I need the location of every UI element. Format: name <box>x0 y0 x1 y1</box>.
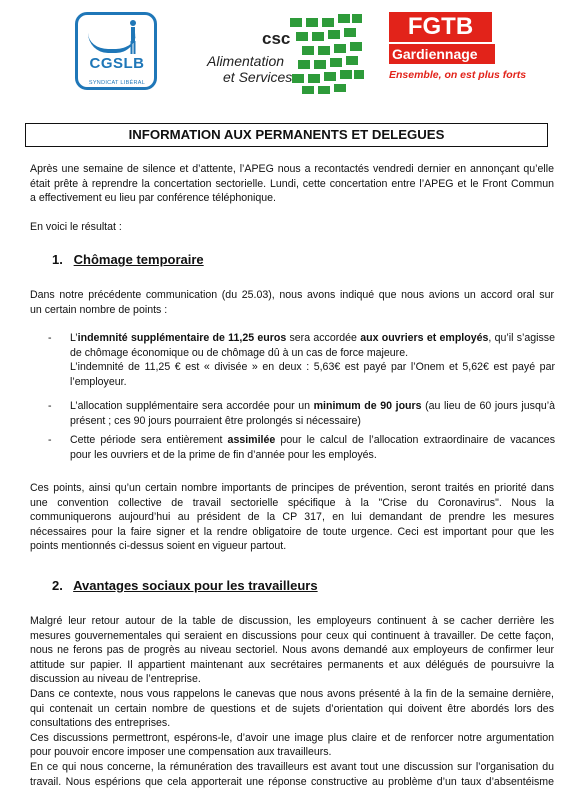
bullet-2-line2: présent ; ces 90 jours pourraient être prolongés si nécessaire) <box>70 414 361 427</box>
bullet-3-line1 <box>70 433 555 448</box>
bullet-3-line2: pour les ouvriers et de la prime de fin d’année pour les employés. <box>70 448 377 461</box>
s1-p2-line2: une convention collective de travail sectorielle spécifique à la "Crise du Coronavirus". Nous la <box>30 496 554 509</box>
header-logos <box>0 8 571 100</box>
s1-p1-line1: Dans notre précédente communication (du 25.03), nous avons indiqué que nous avions un accord oral sur <box>30 289 554 301</box>
bullet-1-line1 <box>70 331 555 346</box>
fgtb-division: Gardiennage <box>389 44 495 64</box>
text-run: Cette période sera entièrement <box>70 434 228 446</box>
csc-green-blocks-icon <box>288 12 368 96</box>
text-run: , qu’il s’agisse <box>488 332 555 344</box>
csc-line2: et Services <box>223 69 293 85</box>
s2-line-4: attitude sur papier. Il appartient maintenant aux secrétaires permanents et aux délégués de poursuivre la <box>30 658 554 671</box>
cgslb-name: CGSLB <box>89 55 145 72</box>
s2-line-3: nous ne ferons pas de progrès au niveau sectoriel. Nous avons demandé aux employeurs de confirmer leur <box>30 644 554 657</box>
s2-line-6: Dans ce contexte, nous vous rappelons le canevas que nous avons présenté à la fin de la semaine dernière, <box>30 688 554 700</box>
section-1-heading <box>52 252 204 268</box>
bullet-2-line1 <box>70 399 555 414</box>
bullet-mark: - <box>48 434 52 446</box>
intro-line-3: a effectivement eu lieu par conférence téléphonique. <box>30 192 276 205</box>
s1-p1-line2: un certain nombre de points : <box>30 303 168 316</box>
s1-p2-line4: nécessaires pour la faire signer et la rendre obligatoire de toute urgence. Ceci est important pour que les <box>30 525 554 538</box>
text-run: (au lieu de 60 jours jusqu’à <box>421 400 555 412</box>
text-run: sera accordée <box>286 332 361 344</box>
bullet-1-line4: l’employeur. <box>70 375 127 388</box>
s1-p2-line1: Ces points, ainsi qu’un certain nombre importants de principes de prévention, seront traités en priorité dans <box>30 482 554 494</box>
intro-result: En voici le résultat : <box>30 221 122 233</box>
s2-line-5: discussion au niveau de l’entreprise. <box>30 673 201 686</box>
bold-run: minimum de 90 jours <box>313 400 422 412</box>
cgslb-subtitle: SYNDICAT LIBÉRAL <box>88 80 146 86</box>
csc-name: csc <box>262 29 291 48</box>
bullet-mark: - <box>48 400 52 412</box>
section-2-title: Avantages sociaux pour les travailleurs <box>73 578 318 593</box>
section-2-heading <box>52 578 318 594</box>
section-1-number: 1. <box>52 252 63 267</box>
s2-line-1: Malgré leur retour autour de la table de discussion, les employeurs continuent à se cacher derrière les <box>30 615 554 627</box>
bold-run: indemnité supplémentaire de 11,25 euros <box>77 332 287 344</box>
s2-line-10: pour pouvoir encore imposer une compensation aux travailleurs. <box>30 746 332 759</box>
bold-run: aux ouvriers et employés <box>360 332 489 344</box>
bullet-1-line2: de chômage économique ou de chômage dû à un cas de force majeure. <box>70 346 409 359</box>
s2-line-2: mesures gouvernementales qui seraient en discussions pour ceux qui continuent à travailler. De cette façon, <box>30 629 554 642</box>
document-title: INFORMATION AUX PERMANENTS ET DELEGUES <box>25 123 548 147</box>
s2-line-7: qui contenait un certain nombre de questions et de sujets d’orientation qui doivent être abordés lors des <box>30 702 554 715</box>
s2-line-9: Ces discussions permettront, espérons-le, d’avoir une image plus claire et de renforcer notre argumentation <box>30 731 554 744</box>
s2-line-11: En ce qui nous concerne, la rémunération des travailleurs est avant tout une discussion sur l’organisation du <box>30 761 554 773</box>
section-2-number: 2. <box>52 578 63 593</box>
text-run: pour le calcul de l’allocation extraordinaire de vacances <box>275 434 555 446</box>
csc-logo <box>205 12 365 96</box>
intro-line-1: Après une semaine de silence et d’attente, l’APEG nous a recontactés vendredi dernier en annonçant qu’elle <box>30 163 554 175</box>
intro-line-2: était prête à reprendre la concertation sectorielle. Lundi, cette concertation entre l’APEG et le Front Commun <box>30 177 554 190</box>
fgtb-logo <box>389 12 549 92</box>
s2-line-12: travail. Nous espérions que cela apporterait une réponse constructive au problème d’un taux d’absentéisme <box>30 775 554 788</box>
fgtb-slogan: Ensemble, on est plus forts <box>389 69 527 81</box>
s2-line-8: consultations des entreprises. <box>30 717 171 730</box>
bullet-1-line3: L’indemnité de 11,25 € est « divisée » en deux : 5,63€ est payé par l’Onem et 5,62€ est payé par <box>70 361 555 374</box>
s1-p2-line5: points mentionnés ci-dessus soient en vigueur partout. <box>30 540 287 553</box>
text-run: L’allocation supplémentaire sera accordée pour un <box>70 400 314 412</box>
cgslb-logo <box>75 12 157 90</box>
s1-p2-line3: communiquerons aujourd’hui au président de la CP 317, en lui demandant de prendre les mesures <box>30 511 554 524</box>
csc-line1: Alimentation <box>207 53 285 69</box>
fgtb-name: FGTB <box>389 12 492 42</box>
bullet-mark: - <box>48 332 52 344</box>
section-1-title: Chômage temporaire <box>73 252 204 267</box>
bold-run: assimilée <box>227 434 276 446</box>
text-run: L’ <box>70 332 78 344</box>
